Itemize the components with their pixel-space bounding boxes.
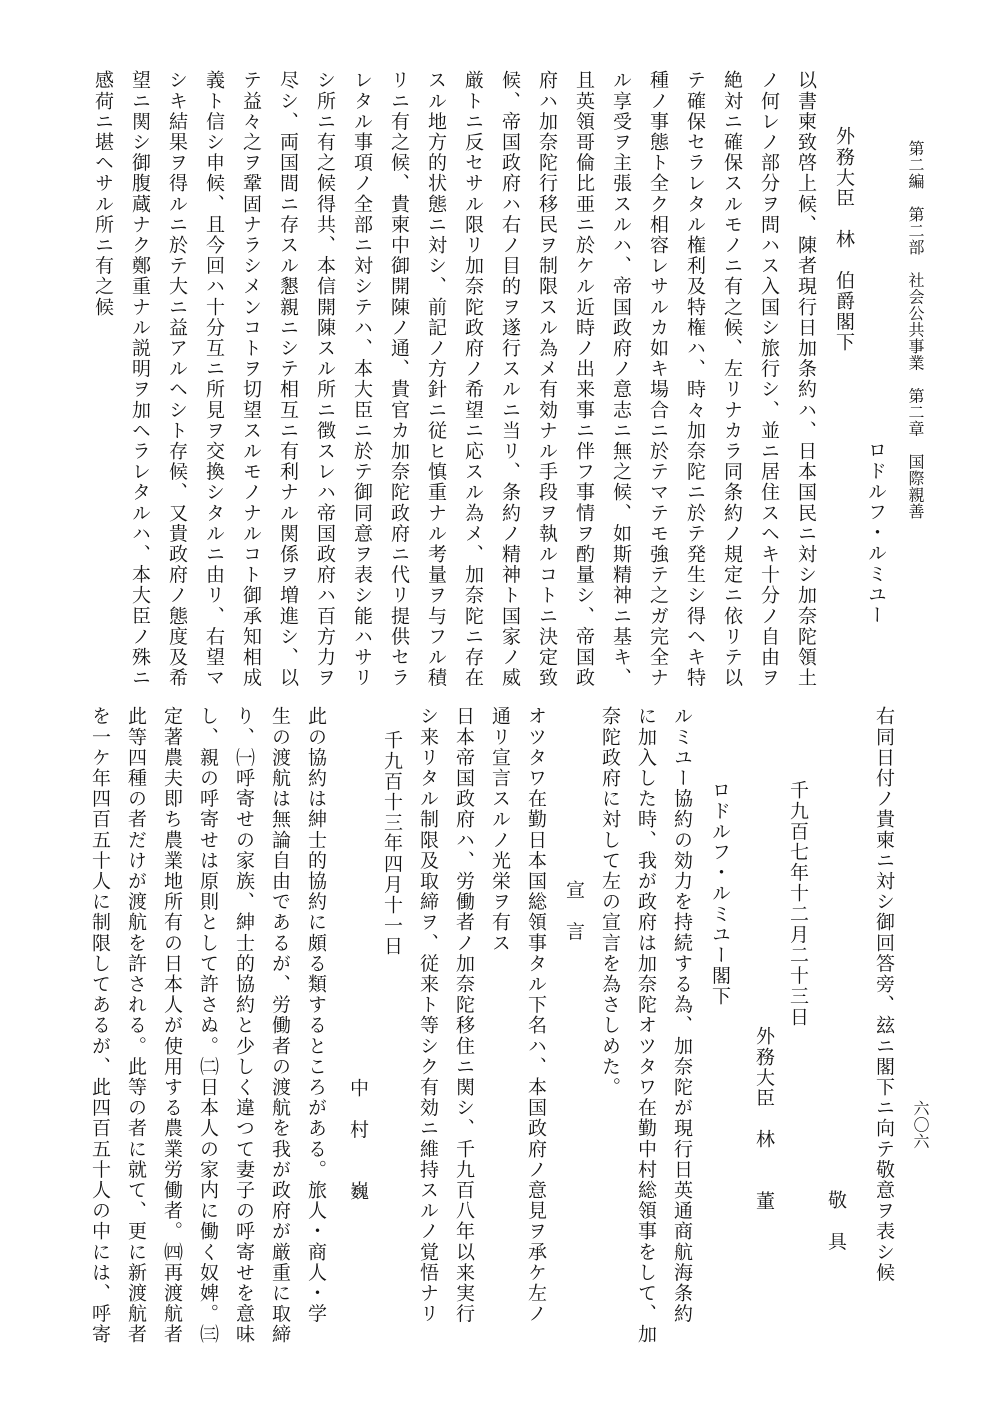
upper-body-col: テ確保セラレタル権利及特権ハ、時々加奈陀ニ於テ発生シ得ヘキ特 (684, 70, 706, 688)
prose2-col-4: し、親の呼寄せは原則として許さぬ。㈡日本人の家内に働く奴婢。㈢ (197, 706, 219, 1345)
upper-body-col: 感荷ニ堪ヘサル所ニ有之候 (92, 70, 114, 318)
upper-addressee: 外務大臣 林 伯爵閣下 (833, 126, 855, 353)
upper-signer: ロドルフ・ルミユー (865, 440, 887, 626)
closing: 敬 具 (825, 1190, 847, 1252)
declaration-title: 宣 言 (563, 880, 585, 942)
upper-body-col: シ所ニ有之候得共、本信開陳スル所ニ徴スレハ帝国政府ハ百方力ヲ (314, 70, 336, 688)
upper-body-col: シキ結果ヲ得ルニ於テ大ニ益アルヘシト存候、又貴政府ノ態度及希 (166, 70, 188, 688)
declaration-col-4: シ来リタル制限及取締ヲ、従来ト等シク有効ニ維持スルノ覚悟ナリ (417, 706, 439, 1324)
signer-2: 中 村 巍 (347, 1078, 369, 1202)
prose1-col-3: 奈陀政府に対して左の宣言を為さしめた。 (599, 706, 621, 1098)
upper-body-col: 府ハ加奈陀行移民ヲ制限スル為メ有効ナル手段ヲ執ルコトニ決定致 (536, 70, 558, 688)
prose2-col-7: を一ケ年四百五十人に制限してあるが、此四百五十人の中には、呼寄 (89, 706, 111, 1345)
upper-body-col: ル享受ヲ主張スルハ、帝国政府ノ意志ニ無之候、如斯精神ニ基キ、 (610, 70, 632, 688)
running-head: 第二編 第二部 社会公共事業 第二章 国際親善 (906, 140, 925, 520)
prose2-col-6: 此等四種の者だけが渡航を許される。此等の者に就て、更に新渡航者 (125, 706, 147, 1345)
upper-body-col: 且英領哥倫比亜ニ於ケル近時ノ出来事ニ伴フ事情ヲ酌量シ、帝国政 (573, 70, 595, 688)
upper-body-col: 候、帝国政府ハ右ノ目的ヲ遂行スルニ当リ、条約ノ精神ト国家ノ威 (499, 70, 521, 688)
upper-body-col: 尽シ、両国間ニ存スル懇親ニシテ相互ニ有利ナル関係ヲ増進シ、以 (277, 70, 299, 688)
prose2-col-3: り、㈠呼寄せの家族、紳士的協約と少しく違つて妻子の呼寄せを意味 (233, 706, 255, 1345)
prose2-col-1: 此の協約は紳士的協約に頗る類するところがある。旅人・商人・学 (305, 706, 327, 1324)
declaration-col-1: オツタワ在勤日本国総領事タル下名ハ、本国政府ノ意見ヲ承ケ左ノ (525, 706, 547, 1324)
page-number: 六〇六 (911, 1100, 930, 1150)
declaration-col-3: 日本帝国政府ハ、労働者ノ加奈陀移住ニ関シ、千九百八年以来実行 (453, 706, 475, 1324)
upper-body-col: 種ノ事態ト全ク相容レサルカ如キ場合ニ於テマテモ強テ之ガ完全ナ (647, 70, 669, 688)
upper-body-col: レタル事項ノ全部ニ対シテハ、本大臣ニ於テ御同意ヲ表シ能ハサリ (351, 70, 373, 688)
date-2: 千九百十三年四月十一日 (381, 730, 403, 957)
declaration-col-2: 通リ宣言スルノ光栄ヲ有ス (489, 706, 511, 954)
upper-body-col: ノ何レノ部分ヲ問ハス入国シ旅行シ、並ニ居住スヘキ十分ノ自由ヲ (758, 70, 780, 688)
upper-body-col: リニ有之候、貴柬中御開陳ノ通、貴官カ加奈陀政府ニ代リ提供セラ (388, 70, 410, 688)
prose1-col-2: に加入した時、我が政府は加奈陀オツタワ在勤中村総領事をして、加 (635, 706, 657, 1345)
sender-1: 外務大臣 林 董 (753, 1026, 775, 1212)
upper-body-col: 絶対ニ確保スルモノニ有之候、左リナカラ同条約ノ規定ニ依リテ以 (721, 70, 743, 688)
upper-body-col: テ益々之ヲ鞏固ナラシメンコトヲ切望スルモノナルコト御承知相成 (240, 70, 262, 688)
upper-body-col: スル地方的状態ニ対シ、前記ノ方針ニ従ヒ慎重ナル考量ヲ与フル積 (425, 70, 447, 688)
upper-body-col: 以書柬致啓上候、陳者現行日加条約ハ、日本国民ニ対シ加奈陀領土 (795, 70, 817, 688)
lower-col-1: 右同日付ノ貴柬ニ対シ御回答旁、玆ニ閣下ニ向テ敬意ヲ表シ候 (873, 706, 895, 1283)
date-1: 千九百七年十二月二十三日 (787, 780, 809, 1028)
prose1-col-1: ルミユー協約の効力を持続する為、加奈陀が現行日英通商航海条約 (671, 706, 693, 1324)
addressee-2: ロドルフ・ルミユー閣下 (709, 780, 731, 1007)
prose2-col-2: 生の渡航は無論自由であるが、労働者の渡航を我が政府が厳重に取締 (269, 706, 291, 1345)
upper-body-col: 義ト信シ申候、且今回ハ十分互ニ所見ヲ交換シタルニ由リ、右望マ (203, 70, 225, 688)
upper-body-col: 厳トニ反セサル限リ加奈陀政府ノ希望ニ応スル為メ、加奈陀ニ存在 (462, 70, 484, 688)
upper-body-col: 望ニ関シ御腹蔵ナク鄭重ナル説明ヲ加ヘラレタルハ、本大臣ノ殊ニ (129, 70, 151, 688)
prose2-col-5: 定著農夫即ち農業地所有の日本人が使用する農業労働者。㈣再渡航者 (161, 706, 183, 1345)
